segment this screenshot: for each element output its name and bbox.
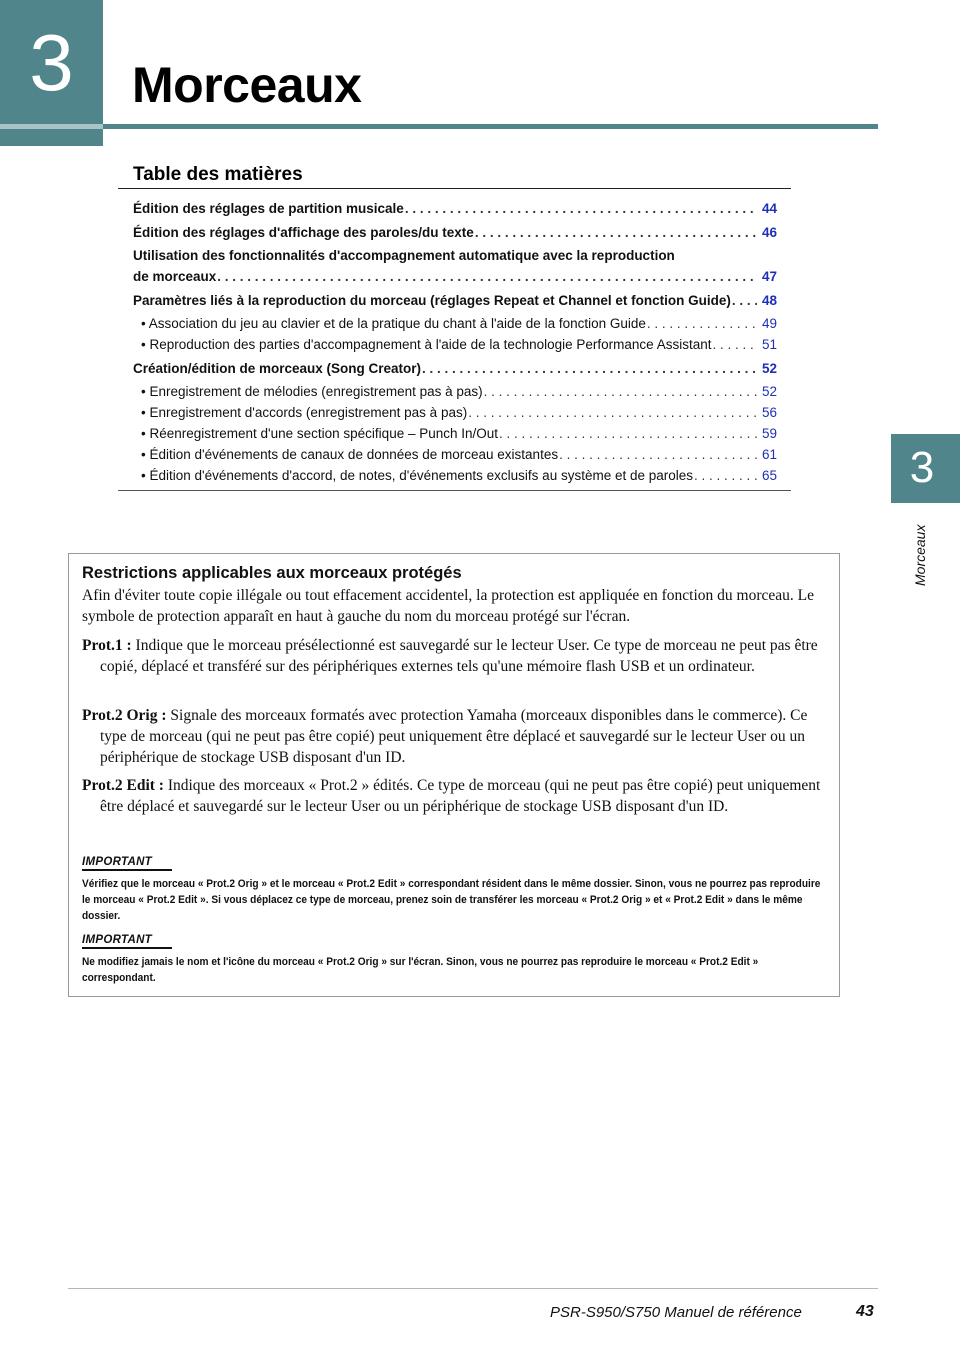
toc-leader-dots bbox=[712, 334, 757, 355]
toc-entry-label: Paramètres liés à la reproduction du morceau (réglages Repeat et Channel et fonction Guide) bbox=[133, 292, 731, 308]
footer-manual-title: PSR-S950/S750 Manuel de référence bbox=[550, 1304, 802, 1321]
side-tab-number: 3 bbox=[909, 443, 935, 492]
definition-text: Indique que le morceau présélectionné est sauvegardé sur le lecteur User. Ce type de morceau ne peut pas être copié, déplacé et transféré sur des périphériques externes tels qu'une mémoire flash USB et un ordinateur. bbox=[100, 637, 818, 675]
toc-entry-page[interactable]: 52 bbox=[761, 384, 777, 399]
toc-entry-label: • Édition d'événements de canaux de données de morceau existantes bbox=[141, 447, 559, 462]
toc-entry-label: • Réenregistrement d'une section spécifique – Punch In/Out bbox=[141, 426, 499, 441]
toc-subentry[interactable] bbox=[133, 313, 777, 334]
toc-entry-label: de morceaux bbox=[133, 269, 217, 284]
important-note bbox=[82, 930, 827, 986]
toc-entry-page[interactable]: 44 bbox=[761, 201, 777, 216]
definition-term: Prot.2 Edit : bbox=[82, 777, 164, 794]
toc-list bbox=[133, 198, 777, 486]
toc-top-divider bbox=[118, 188, 791, 189]
toc-leader-dots bbox=[694, 465, 757, 486]
definition-term: Prot.1 : bbox=[82, 637, 132, 654]
toc-entry-label: • Enregistrement de mélodies (enregistrement pas à pas) bbox=[141, 384, 483, 399]
prot2-edit-definition bbox=[82, 775, 832, 817]
toc-entry-page[interactable]: 51 bbox=[761, 337, 777, 352]
toc-entry-label: Édition des réglages d'affichage des paroles/du texte bbox=[133, 224, 474, 240]
toc-entry-page[interactable]: 48 bbox=[761, 292, 777, 308]
footer-divider bbox=[68, 1288, 878, 1289]
toc-leader-dots bbox=[468, 402, 757, 423]
toc-entry-label-line1: Utilisation des fonctionnalités d'accompagnement automatique avec la reproduction bbox=[133, 248, 675, 263]
side-label-text: Morceaux bbox=[912, 524, 928, 586]
toc-entry-label: Création/édition de morceaux (Song Creator) bbox=[133, 360, 422, 376]
toc-entry-label: • Reproduction des parties d'accompagnement à l'aide de la technologie Performance Assistant bbox=[141, 337, 712, 352]
toc-leader-dots bbox=[217, 266, 757, 287]
toc-leader-dots bbox=[559, 444, 757, 465]
toc-entry-label: • Édition d'événements d'accord, de notes, d'événements exclusifs au système et de paroles bbox=[141, 468, 694, 483]
notice-title: Restrictions applicables aux morceaux protégés bbox=[82, 564, 462, 582]
toc-bottom-divider bbox=[118, 490, 791, 491]
toc-leader-dots bbox=[422, 358, 757, 379]
definition-text: Indique des morceaux « Prot.2 » édités. Ce type de morceau (qui ne peut pas être copié) peut uniquement être déplacé et sauvegardé sur le lecteur User ou un périphérique de stockage USB disposant d'un ID. bbox=[100, 777, 821, 815]
toc-leader-dots bbox=[499, 423, 757, 444]
toc-entry[interactable] bbox=[133, 198, 777, 219]
toc-subentry[interactable] bbox=[133, 423, 777, 444]
toc-subentry[interactable] bbox=[133, 334, 777, 355]
toc-subentry[interactable] bbox=[133, 381, 777, 402]
chapter-band-decoration bbox=[0, 124, 103, 129]
toc-leader-dots bbox=[647, 313, 757, 334]
toc-entry-page[interactable]: 65 bbox=[761, 468, 777, 483]
chapter-title: Morceaux bbox=[132, 57, 362, 113]
toc-subentry[interactable] bbox=[133, 402, 777, 423]
toc-entry-label: Édition des réglages de partition musicale bbox=[133, 201, 404, 216]
toc-entry-page[interactable]: 47 bbox=[761, 269, 777, 284]
toc-leader-dots bbox=[732, 290, 757, 311]
chapter-rule bbox=[103, 124, 878, 129]
toc-leader-dots bbox=[405, 198, 757, 219]
protected-songs-notice-box bbox=[68, 553, 840, 997]
toc-entry[interactable] bbox=[133, 358, 777, 379]
side-chapter-tab bbox=[891, 434, 960, 503]
toc-entry-page[interactable]: 46 bbox=[761, 224, 777, 240]
toc-entry-label: • Enregistrement d'accords (enregistrement pas à pas) bbox=[141, 405, 468, 420]
important-text: Ne modifiez jamais le nom et l'icône du morceau « Prot.2 Orig » sur l'écran. Sinon, vous ne pourrez pas reproduire le morceau « Prot.2 Edit » correspondant. bbox=[82, 956, 759, 984]
toc-entry[interactable] bbox=[133, 245, 777, 287]
toc-title: Table des matières bbox=[133, 164, 303, 185]
toc-subentry[interactable] bbox=[133, 444, 777, 465]
notice-intro: Afin d'éviter toute copie illégale ou tout effacement accidentel, la protection est appliquée en fonction du morceau. Le symbole de protection apparaît en haut à gauche du nom du morceau protégé sur l'écran. bbox=[82, 587, 815, 625]
chapter-number: 3 bbox=[29, 18, 74, 107]
toc-entry[interactable] bbox=[133, 290, 777, 311]
chapter-number-block bbox=[0, 0, 103, 146]
important-note bbox=[82, 852, 827, 924]
toc-leader-dots bbox=[484, 381, 757, 402]
important-text: Vérifiez que le morceau « Prot.2 Orig » et le morceau « Prot.2 Edit » correspondant résident dans le même dossier. Sinon, vous ne pourrez pas reproduire le morceau « Prot.2 Edit ». Si vous déplacez ce type de morceau, prenez soin de transférer les morceau « Prot.2 Orig » et « Prot.2 Edit » dans le même dossier. bbox=[82, 878, 821, 922]
toc-entry[interactable] bbox=[133, 222, 777, 243]
footer-page-number: 43 bbox=[856, 1303, 874, 1320]
toc-entry-page[interactable]: 59 bbox=[761, 426, 777, 441]
toc-entry-page[interactable]: 61 bbox=[761, 447, 777, 462]
prot2-orig-definition bbox=[82, 705, 832, 768]
toc-entry-continuation bbox=[133, 266, 777, 287]
toc-entry-page[interactable]: 56 bbox=[761, 405, 777, 420]
toc-leader-dots bbox=[475, 222, 757, 243]
toc-entry-page[interactable]: 52 bbox=[761, 360, 777, 376]
important-heading: IMPORTANT bbox=[82, 856, 172, 871]
toc-subentry[interactable] bbox=[133, 465, 777, 486]
important-heading: IMPORTANT bbox=[82, 934, 172, 949]
prot1-definition bbox=[82, 635, 832, 677]
toc-entry-page[interactable]: 49 bbox=[761, 316, 777, 331]
toc-entry-label: • Association du jeu au clavier et de la pratique du chant à l'aide de la fonction Guide bbox=[141, 316, 646, 331]
definition-term: Prot.2 Orig : bbox=[82, 707, 167, 724]
side-chapter-label bbox=[912, 516, 932, 586]
definition-text: Signale des morceaux formatés avec protection Yamaha (morceaux disponibles dans le commerce). Ce type de morceau (qui ne peut pas être copié) peut uniquement être déplacé et sauvegardé sur le lecteur User ou un périphérique de stockage USB disposant d'un ID. bbox=[100, 707, 808, 766]
